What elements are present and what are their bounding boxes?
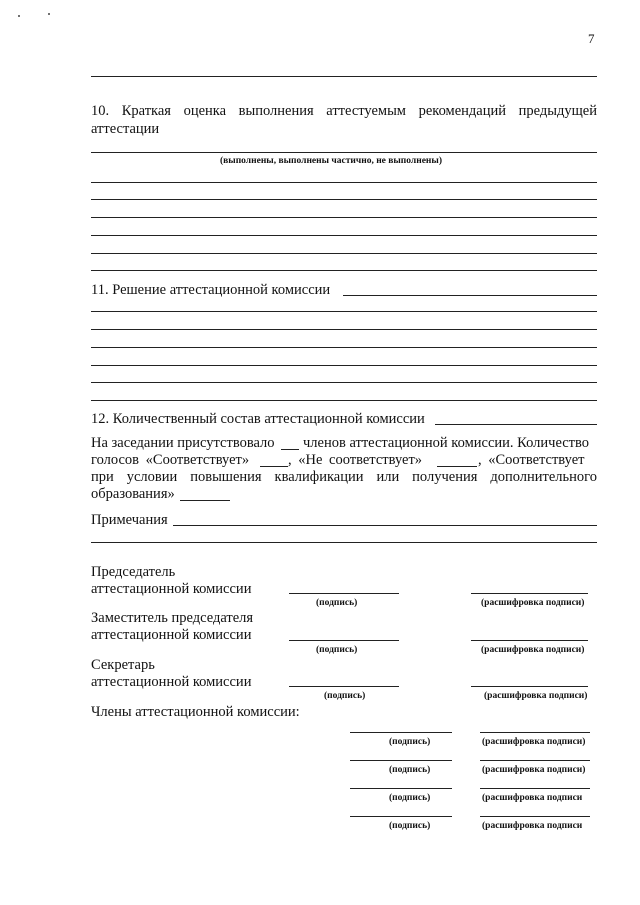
section-10-line1: 10. Краткая оценка выполнения аттестуемым рекомендаций предыдущей bbox=[91, 103, 597, 119]
decision-field bbox=[343, 295, 597, 296]
notes-label: Примечания bbox=[91, 512, 168, 528]
member-decoding-line bbox=[480, 732, 590, 733]
signature-hint: (подпись) bbox=[389, 737, 431, 747]
members-label: Члены аттестационной комиссии: bbox=[91, 704, 300, 720]
writing-line bbox=[91, 182, 597, 183]
decoding-hint: (расшифровка подписи) bbox=[482, 765, 586, 775]
section-12-line4: образования» bbox=[91, 486, 175, 502]
notes-field bbox=[173, 525, 597, 526]
section-12-line2c: , «Соответствует bbox=[478, 452, 585, 468]
decoding-hint: (расшифровка подписи) bbox=[481, 598, 585, 608]
section-12-line1a: На заседании присутствовало bbox=[91, 435, 275, 451]
writing-line bbox=[91, 400, 597, 401]
secretary-signature-line bbox=[289, 686, 399, 687]
deputy-signature-line bbox=[289, 640, 399, 641]
writing-line bbox=[91, 382, 597, 383]
decoding-hint: (расшифровка подписи) bbox=[481, 645, 585, 655]
present-count-field bbox=[281, 449, 299, 450]
writing-line bbox=[91, 217, 597, 218]
writing-line bbox=[91, 270, 597, 271]
votes-no-field bbox=[437, 466, 477, 467]
member-signature-line bbox=[350, 816, 452, 817]
section-12-line2b: , «Не соответствует» bbox=[288, 452, 423, 468]
section-10-hint: (выполнены, выполнены частично, не выполнены) bbox=[220, 156, 442, 166]
section-12-title: 12. Количественный состав аттестационной комиссии bbox=[91, 411, 425, 427]
section-12-line2a: голосов «Соответствует» bbox=[91, 452, 250, 468]
writing-line bbox=[91, 152, 597, 153]
scan-dot bbox=[48, 13, 50, 15]
section-12-line3: при условии повышения квалификации или получения дополнительного bbox=[91, 469, 597, 485]
chairman-signature-line bbox=[289, 593, 399, 594]
member-decoding-line bbox=[480, 816, 590, 817]
deputy-label-2: аттестационной комиссии bbox=[91, 627, 252, 643]
member-signature-line bbox=[350, 760, 452, 761]
secretary-label-2: аттестационной комиссии bbox=[91, 674, 252, 690]
composition-field bbox=[435, 424, 597, 425]
member-decoding-line bbox=[480, 788, 590, 789]
decoding-hint: (расшифровка подписи) bbox=[482, 737, 586, 747]
writing-line bbox=[91, 329, 597, 330]
writing-line bbox=[91, 365, 597, 366]
secretary-label-1: Секретарь bbox=[91, 657, 155, 673]
signature-hint: (подпись) bbox=[316, 645, 358, 655]
section-11-title: 11. Решение аттестационной комиссии bbox=[91, 282, 331, 298]
writing-line bbox=[91, 235, 597, 236]
votes-yes-field bbox=[260, 466, 288, 467]
writing-line bbox=[91, 76, 597, 77]
chairman-label-1: Председатель bbox=[91, 564, 176, 580]
signature-hint: (подпись) bbox=[389, 793, 431, 803]
chairman-decoding-line bbox=[471, 593, 588, 594]
secretary-decoding-line bbox=[471, 686, 588, 687]
writing-line bbox=[91, 199, 597, 200]
decoding-hint: (расшифровка подписи bbox=[482, 793, 583, 803]
signature-hint: (подпись) bbox=[389, 821, 431, 831]
member-decoding-line bbox=[480, 760, 590, 761]
decoding-hint: (расшифровка подписи bbox=[482, 821, 583, 831]
signature-hint: (подпись) bbox=[389, 765, 431, 775]
member-signature-line bbox=[350, 788, 452, 789]
deputy-label-1: Заместитель председателя bbox=[91, 610, 254, 626]
section-12-line1b: членов аттестационной комиссии. Количество bbox=[303, 435, 590, 451]
signature-hint: (подпись) bbox=[324, 691, 366, 701]
votes-conditional-field bbox=[180, 500, 230, 501]
member-signature-line bbox=[350, 732, 452, 733]
writing-line bbox=[91, 311, 597, 312]
writing-line bbox=[91, 542, 597, 543]
decoding-hint: (расшифровка подписи) bbox=[484, 691, 588, 701]
writing-line bbox=[91, 347, 597, 348]
deputy-decoding-line bbox=[471, 640, 588, 641]
signature-hint: (подпись) bbox=[316, 598, 358, 608]
section-10-line2: аттестации bbox=[91, 121, 160, 137]
writing-line bbox=[91, 253, 597, 254]
chairman-label-2: аттестационной комиссии bbox=[91, 581, 252, 597]
page-number: 7 bbox=[588, 31, 595, 46]
scan-dot bbox=[18, 15, 20, 17]
